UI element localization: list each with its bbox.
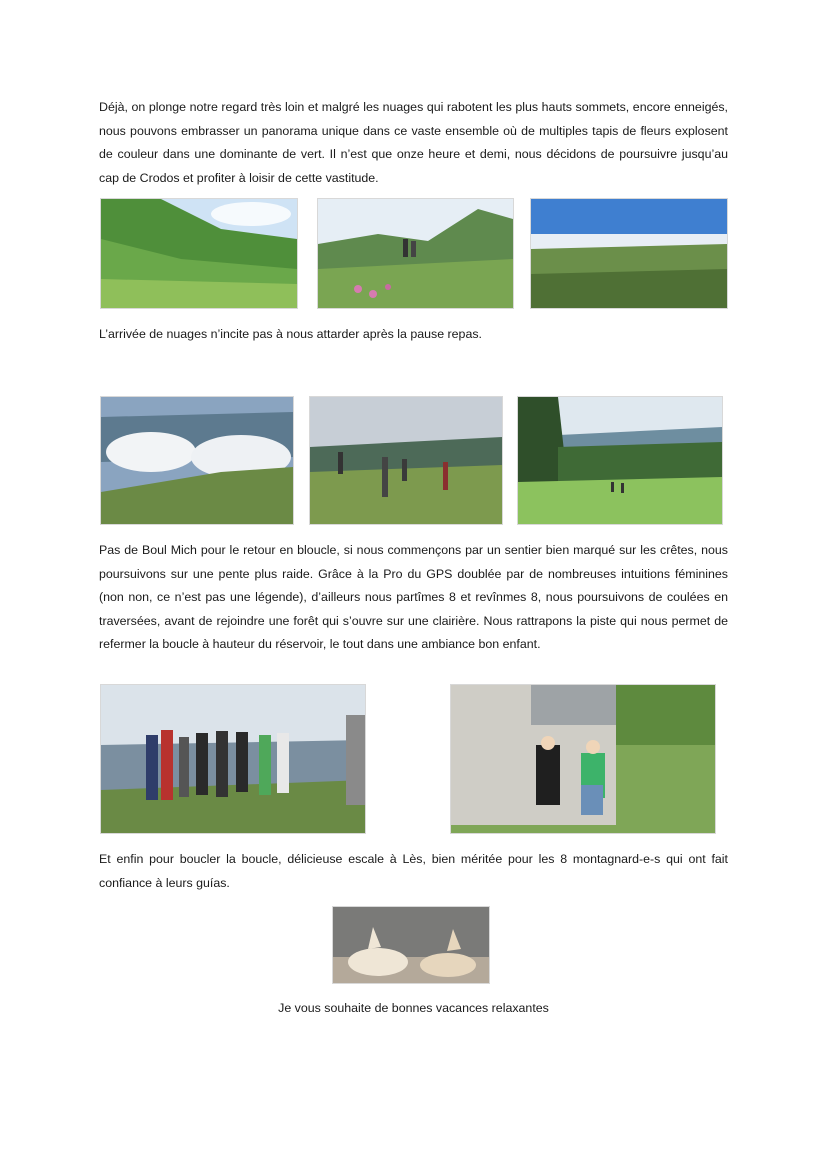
paragraph-return: Pas de Boul Mich pour le retour en bloucle, si nous commençons par un sentier bien marqué sur les crêtes, nous poursuivons sur une pente plus raide. Grâce à la Pro du GPS doublée par de nombreuses intuitions féminines (non non, ce n’est pas une légende), d’ailleurs nous partîmes 8 et revînmes 8, nous poursuivons de coulées en traversées, avant de rejoindre une forêt qui s’ouvre sur une clairière. Nous rattrapons la piste qui nous permet de refermer la boucle à hauteur du réservoir, le tout dans une ambiance bon enfant. <box>99 543 728 651</box>
paragraph-ending: Et enfin pour boucler la boucle, délicieuse escale à Lès, bien méritée pour les 8 montagnard-e-s qui ont fait confiance à leurs guías. <box>99 852 728 890</box>
photo-sea-of-clouds <box>530 198 728 309</box>
photo-green-valley <box>100 198 298 309</box>
photo-cloudy-ridge <box>100 396 294 525</box>
paragraph-closing: Je vous souhaite de bonnes vacances relaxantes <box>278 1001 549 1015</box>
paragraph-clouds: L’arrivée de nuages n’incite pas à nous attarder après la pause repas. <box>99 327 482 341</box>
photo-forest-clearing <box>517 396 723 525</box>
photo-hikers-meadow <box>309 396 503 525</box>
photo-hikers-flowers <box>317 198 514 309</box>
photo-rest-by-hut <box>450 684 716 834</box>
paragraph-intro: Déjà, on plonge notre regard très loin et malgré les nuages qui rabotent les plus hauts sommets, encore enneigés, nous pouvons embrasser un panorama unique dans ce vaste ensemble où de multiples tapis de fleurs explosent de couleur dans une dominante de vert. Il n’est que onze heure et demi, nous décidons de poursuivre jusqu’au cap de Crodos et profiter à loisir de cette vastitude. <box>99 100 728 185</box>
photo-group-summit <box>100 684 366 834</box>
photo-resting-dogs <box>332 906 490 984</box>
